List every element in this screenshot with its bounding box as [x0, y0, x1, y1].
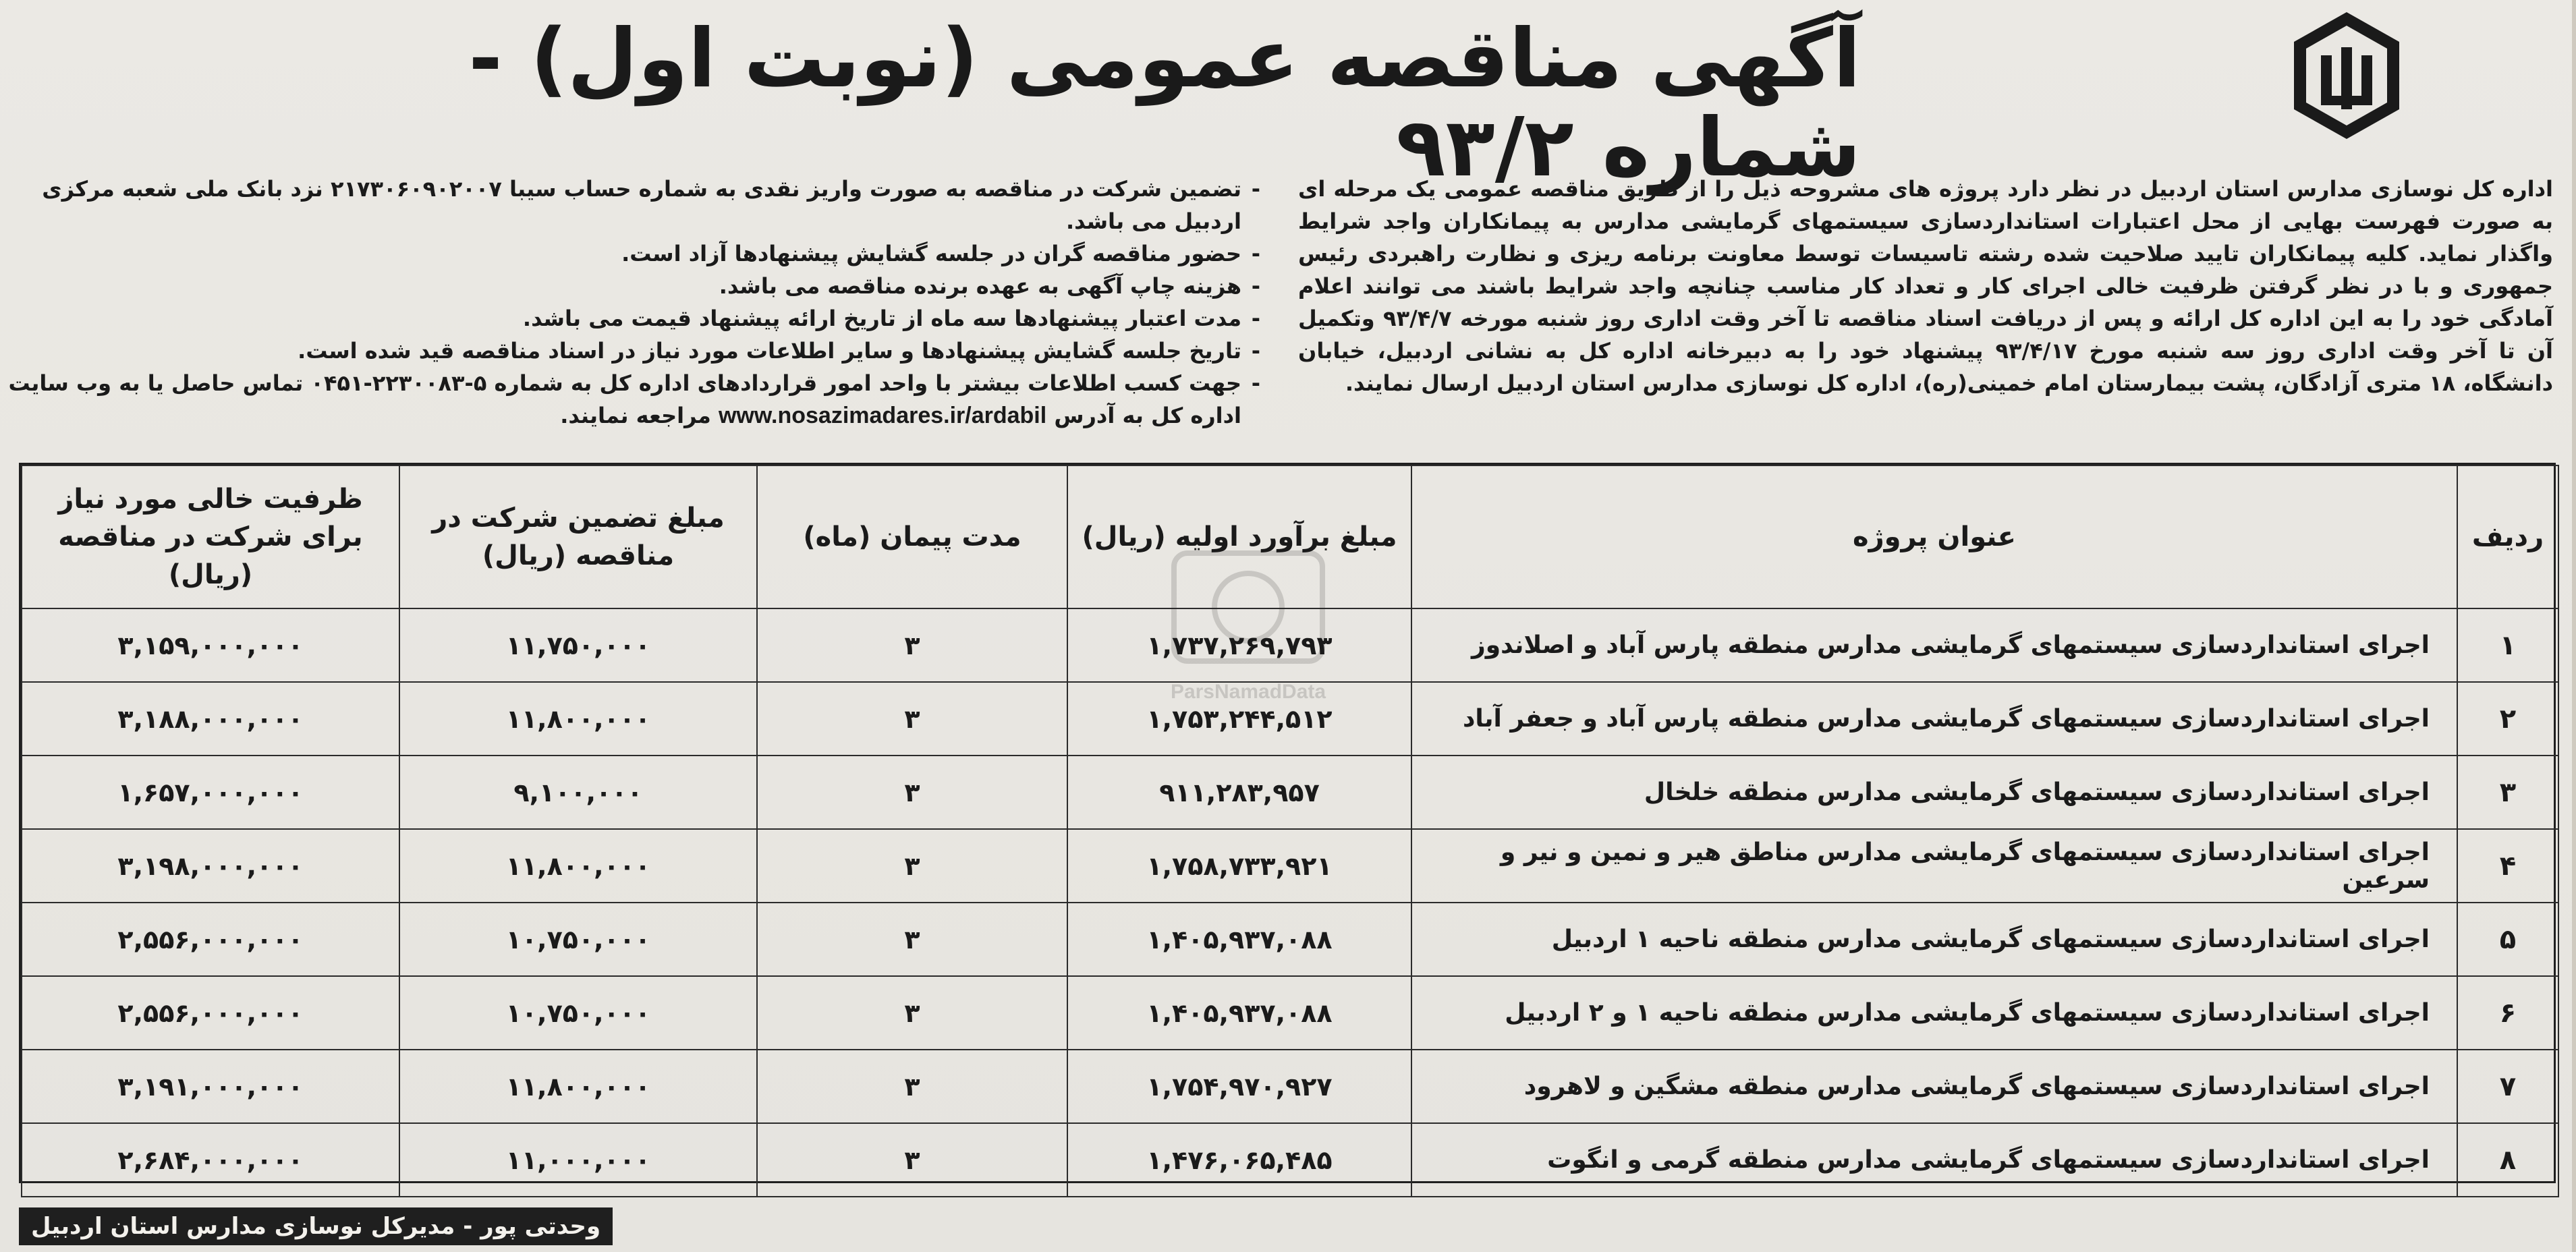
- initial-estimate: ۱,۷۵۴,۹۷۰,۹۲۷: [1067, 1050, 1411, 1123]
- project-title: اجرای استانداردسازی سیستمهای گرمایشی مدارس منطقه خلخال: [1411, 756, 2457, 829]
- condition-item: - مدت اعتبار پیشنهادها سه ماه از تاریخ ارائه پیشنهاد قیمت می باشد.: [5, 302, 1260, 335]
- initial-estimate: ۱,۷۵۳,۲۴۴,۵۱۲: [1067, 682, 1411, 756]
- required-capacity: ۲,۶۸۴,۰۰۰,۰۰۰: [22, 1123, 399, 1197]
- contract-duration: ۳: [757, 903, 1067, 976]
- guarantee-amount: ۱۱,۷۵۰,۰۰۰: [399, 608, 757, 682]
- website-link[interactable]: www.nosazimadares.ir/ardabil: [718, 403, 1047, 428]
- initial-estimate: ۱,۷۵۸,۷۳۳,۹۲۱: [1067, 829, 1411, 903]
- initial-estimate: ۱,۴۰۵,۹۳۷,۰۸۸: [1067, 903, 1411, 976]
- required-capacity: ۳,۱۸۸,۰۰۰,۰۰۰: [22, 682, 399, 756]
- guarantee-amount: ۱۱,۸۰۰,۰۰۰: [399, 829, 757, 903]
- condition-item: - تاریخ جلسه گشایش پیشنهادها و سایر اطلاعات مورد نیاز در اسناد مناقصه قید شده است.: [5, 335, 1260, 367]
- condition-item: [5, 367, 1260, 432]
- row-number: ۲: [2457, 682, 2558, 756]
- row-number: ۷: [2457, 1050, 2558, 1123]
- table-row: [22, 903, 2558, 976]
- project-title: اجرای استانداردسازی سیستمهای گرمایشی مدارس منطقه مشگین و لاهرود: [1411, 1050, 2457, 1123]
- ministry-emblem-icon: [2286, 8, 2407, 143]
- table-row: [22, 608, 2558, 682]
- contract-duration: ۳: [757, 976, 1067, 1050]
- guarantee-amount: ۹,۱۰۰,۰۰۰: [399, 756, 757, 829]
- website-suffix: مراجعه نمایند.: [560, 403, 711, 428]
- project-title: اجرای استانداردسازی سیستمهای گرمایشی مدارس منطقه پارس آباد و اصلاندوز: [1411, 608, 2457, 682]
- contract-duration: ۳: [757, 1050, 1067, 1123]
- table-header-row: [22, 465, 2558, 608]
- table-row: [22, 682, 2558, 756]
- page-edge-divider: [2572, 0, 2576, 1252]
- contract-duration: ۳: [757, 608, 1067, 682]
- row-number: ۵: [2457, 903, 2558, 976]
- initial-estimate: ۹۱۱,۲۸۳,۹۵۷: [1067, 756, 1411, 829]
- initial-estimate: ۱,۴۰۵,۹۳۷,۰۸۸: [1067, 976, 1411, 1050]
- contract-duration: ۳: [757, 1123, 1067, 1197]
- header-row-number: ردیف: [2457, 465, 2558, 608]
- header-initial-estimate: مبلغ برآورد اولیه (ریال): [1067, 465, 1411, 608]
- guarantee-amount: ۱۰,۷۵۰,۰۰۰: [399, 976, 757, 1050]
- required-capacity: ۳,۱۹۸,۰۰۰,۰۰۰: [22, 829, 399, 903]
- condition-item: - حضور مناقصه گران در جلسه گشایش پیشنهادها آزاد است.: [5, 237, 1260, 270]
- header-guarantee-amount: مبلغ تضمین شرکت در مناقصه (ریال): [399, 465, 757, 608]
- required-capacity: ۲,۵۵۶,۰۰۰,۰۰۰: [22, 976, 399, 1050]
- row-number: ۱: [2457, 608, 2558, 682]
- signature-footer: وحدتی پور - مدیرکل نوسازی مدارس استان اردبیل: [19, 1207, 613, 1245]
- watermark-text: ParsNamadData: [1170, 681, 1326, 703]
- initial-estimate: ۱,۷۳۷,۲۶۹,۷۹۳: [1067, 608, 1411, 682]
- contract-duration: ۳: [757, 756, 1067, 829]
- row-number: ۶: [2457, 976, 2558, 1050]
- row-number: ۸: [2457, 1123, 2558, 1197]
- table-row: [22, 1123, 2558, 1197]
- table-row: [22, 976, 2558, 1050]
- guarantee-amount: ۱۱,۰۰۰,۰۰۰: [399, 1123, 757, 1197]
- header-contract-duration: مدت پیمان (ماه): [757, 465, 1067, 608]
- intro-text: در نظر دارد پروژه های مشروحه ذیل را از طریق مناقصه عمومی یک مرحله ای به صورت فهرست بهایی از محل اعتبارات استانداردسازی سیستمهای گرمایشی مدارس به پیمانکاران واجد شرایط واگذار نماید. کلیه پیمانکاران تایید صلاحیت شده رشته تاسیسات توسط معاونت برنامه ریزی و نظارت راهبردی رئیس جمهوری و با در نظر گرفتن ظرفیت خالی اجرای کار و تعداد کار مناسب چنانچه واجد شرایط باشند می توانند اعلام آمادگی خود را به این اداره کل ارائه و پس از دریافت اسناد مناقصه تا آخر وقت اداری روز شنبه مورخه ۹۳/۴/۷ وتکمیل آن تا آخر وقت اداری روز سه شنبه مورخ ۹۳/۴/۱۷ پیشنهاد خود را به دبیرخانه اداره کل به نشانی اردبیل، خیابان دانشگاه، ۱۸ متری آزادگان، پشت بیمارستان امام خمینی(ره)، اداره کل نوسازی مدارس استان اردبیل ارسال نمایند.: [1298, 176, 2554, 396]
- intro-paragraph: [1298, 173, 2553, 399]
- guarantee-amount: ۱۱,۸۰۰,۰۰۰: [399, 682, 757, 756]
- guarantee-amount: ۱۱,۸۰۰,۰۰۰: [399, 1050, 757, 1123]
- contact-text: جهت کسب اطلاعات بیشتر با واحد امور قراردادهای اداره کل به شماره ۵-۲۲۳۰۰۸۳-۰۴۵۱ تماس حاصل یا به وب سایت اداره کل به آدرس: [8, 370, 1241, 428]
- initial-estimate: ۱,۴۷۶,۰۶۵,۴۸۵: [1067, 1123, 1411, 1197]
- required-capacity: ۲,۵۵۶,۰۰۰,۰۰۰: [22, 903, 399, 976]
- tender-table-grid: [21, 465, 2559, 1197]
- required-capacity: ۳,۱۵۹,۰۰۰,۰۰۰: [22, 608, 399, 682]
- header-required-capacity: ظرفیت خالی مورد نیاز برای شرکت در مناقصه (ریال): [22, 465, 399, 608]
- intro-organization: اداره کل نوسازی مدارس استان اردبیل: [2139, 176, 2554, 202]
- project-title: اجرای استانداردسازی سیستمهای گرمایشی مدارس منطقه ناحیه ۱ اردبیل: [1411, 903, 2457, 976]
- table-row: [22, 1050, 2558, 1123]
- contract-duration: ۳: [757, 829, 1067, 903]
- notice-title: آگهی مناقصه عمومی (نوبت اول) - شماره ۹۳/۲: [468, 12, 1861, 195]
- row-number: ۴: [2457, 829, 2558, 903]
- project-title: اجرای استانداردسازی سیستمهای گرمایشی مدارس منطقه پارس آباد و جعفر آباد: [1411, 682, 2457, 756]
- header-project-title: عنوان پروژه: [1411, 465, 2457, 608]
- condition-item: - تضمین شرکت در مناقصه به صورت واریز نقدی به شماره حساب سیبا ۲۱۷۳۰۶۰۹۰۲۰۰۷ نزد بانک ملی شعبه مرکزی اردبیل می باشد.: [5, 173, 1260, 237]
- conditions-list: [5, 173, 1260, 432]
- tender-table: [19, 463, 2556, 1183]
- condition-item: - هزینه چاپ آگهی به عهده برنده مناقصه می باشد.: [5, 270, 1260, 302]
- guarantee-amount: ۱۰,۷۵۰,۰۰۰: [399, 903, 757, 976]
- row-number: ۳: [2457, 756, 2558, 829]
- required-capacity: ۱,۶۵۷,۰۰۰,۰۰۰: [22, 756, 399, 829]
- table-row: [22, 756, 2558, 829]
- table-row: [22, 829, 2558, 903]
- project-title: اجرای استانداردسازی سیستمهای گرمایشی مدارس منطقه گرمی و انگوت: [1411, 1123, 2457, 1197]
- project-title: اجرای استانداردسازی سیستمهای گرمایشی مدارس مناطق هیر و نمین و نیر و سرعین: [1411, 829, 2457, 903]
- project-title: اجرای استانداردسازی سیستمهای گرمایشی مدارس منطقه ناحیه ۱ و ۲ اردبیل: [1411, 976, 2457, 1050]
- contract-duration: ۳: [757, 682, 1067, 756]
- required-capacity: ۳,۱۹۱,۰۰۰,۰۰۰: [22, 1050, 399, 1123]
